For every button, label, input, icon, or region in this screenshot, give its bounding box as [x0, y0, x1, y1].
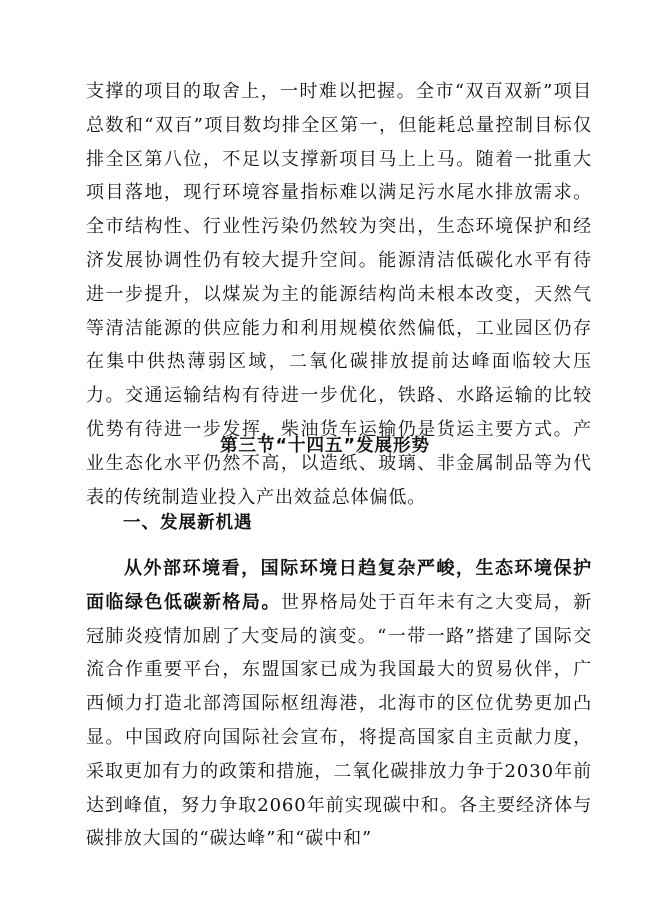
body-paragraph-2 [86, 552, 592, 856]
subsection-heading: 一、发展新机遇 [123, 513, 253, 533]
body-paragraph-1: 支撑的项目的取舍上，一时难以把握。全市“双百双新”项目总数和“双百”项目数均排全区第一，但能耗总量控制目标仅排全区第八位，不足以支撑新项目马上上马。随着一批重大项目落地，现行环境容量指标难以满足污水尾水排放需求。全市结构性、行业性污染仍然较为突出，生态环境保护和经济发展协调性仍有较大提升空间。能源清洁低碳化水平有待进一步提升，以煤炭为主的能源结构尚未根本改变，天然气等清洁能源的供应能力和利用规模依然偏低，工业园区仍存在集中供热薄弱区域，二氧化碳排放提前达峰面临较大压力。交通运输结构有待进一步优化，铁路、水路运输的比较优势有待进一步发挥，柴油货车运输仍是货运主要方式。产业生态化水平仍然不高，以造纸、玻璃、非金属制品等为代表的传统制造业投入产出效益总体偏低。 [86, 81, 592, 508]
paragraph-body-text: 世界格局处于百年未有之大变局，新冠肺炎疫情加剧了大变局的演变。“一带一路”搭建了国际交流合作重要平台，东盟国家已成为我国最大的贸易伙伴，广西倾力打造北部湾国际枢纽海港，北海市的区位优势更加凸显。中国政府向国际社会宣布，将提高国家自主贡献力度，采取更加有力的政策和措施，二氧化碳排放力争于2030年前达到峰值，努力争取2060年前实现碳中和。各主要经济体与碳排放大国的“碳达峰”和“碳中和” [86, 591, 592, 850]
paragraph-lead-sentence: 从外部环境看，国际环境日趋复杂严峻，生态环境保护面临绿色低碳新格局。 [86, 558, 592, 613]
section-heading: 第三节“十四五”发展形势 [219, 436, 430, 456]
